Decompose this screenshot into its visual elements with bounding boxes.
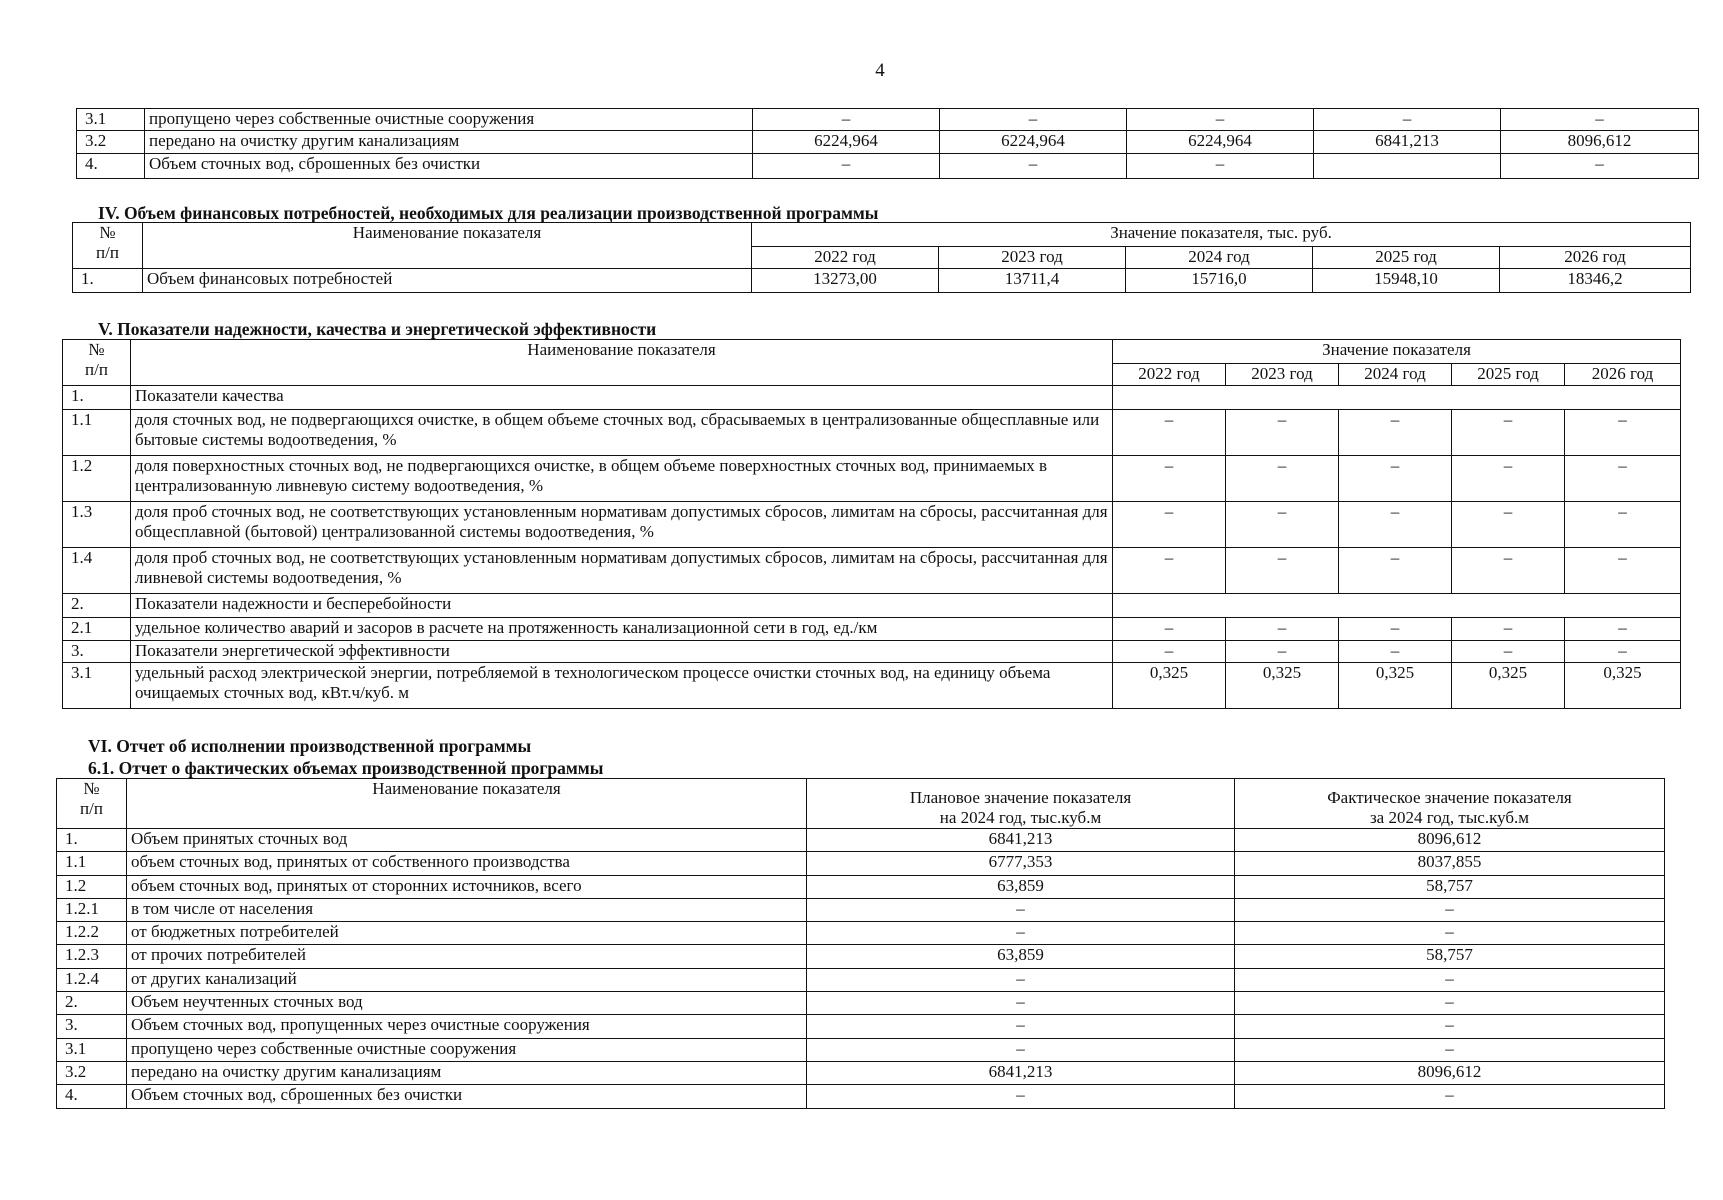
plan-value-cell: 6841,213 [807,1061,1235,1084]
indicator-name: удельное количество аварий и засоров в расчете на протяженность канализационной сети в год, ед./км [131,618,1113,641]
header-year: 2022 год [752,247,939,269]
table-row [57,829,1665,852]
row-number: 3.2 [57,1061,127,1084]
table-row [63,548,1681,594]
indicator-name: пропущено через собственные очистные сооружения [145,109,753,131]
table-section3-continuation [76,108,1699,179]
indicator-name: Объем сточных вод, пропущенных через очистные сооружения [127,1015,807,1038]
plan-value-cell: – [807,968,1235,991]
value-cell: 0,325 [1226,663,1339,709]
value-cell: – [940,109,1127,131]
indicator-name: объем сточных вод, принятых от сторонних источников, всего [127,875,807,898]
row-number: 1.2.1 [57,898,127,921]
value-cell: – [1339,641,1452,663]
indicator-name: в том числе от населения [127,898,807,921]
row-number: 3.1 [63,663,131,709]
row-number: 3. [63,641,131,663]
table-row [57,968,1665,991]
fact-value-cell: 8096,612 [1235,829,1665,852]
header-year: 2026 год [1565,364,1681,386]
value-cell: – [1226,502,1339,548]
value-cell: – [1113,410,1226,456]
plan-value-cell: – [807,1038,1235,1061]
value-cell: – [1113,548,1226,594]
fact-value-cell: – [1235,922,1665,945]
value-cell: – [1127,154,1314,179]
value-cell: – [940,154,1127,179]
header-fact: Фактическое значение показателя за 2024 год, тыс.куб.м [1235,779,1665,829]
value-cell: – [1127,109,1314,131]
fact-value-cell: 8037,855 [1235,852,1665,875]
header-number: № п/п [63,340,131,386]
value-cell: – [1452,502,1565,548]
row-number: 1. [73,269,143,293]
header-year: 2026 год [1500,247,1691,269]
page-number: 4 [875,60,885,81]
value-cell: – [1452,618,1565,641]
table-row [77,154,1699,179]
indicator-name: Объем сточных вод, сброшенных без очистки [127,1085,807,1108]
indicator-name: Объем принятых сточных вод [127,829,807,852]
value-cell: 0,325 [1452,663,1565,709]
plan-value-cell: 6777,353 [807,852,1235,875]
value-cell: – [1501,109,1699,131]
fact-value-cell: 58,757 [1235,945,1665,968]
indicator-name: от прочих потребителей [127,945,807,968]
fact-value-cell: 58,757 [1235,875,1665,898]
value-cell: – [1226,410,1339,456]
value-cell: – [1565,548,1681,594]
indicator-name: передано на очистку другим канализациям [127,1061,807,1084]
value-cell: – [1565,641,1681,663]
table-row [57,1061,1665,1084]
value-cell: – [1452,410,1565,456]
fact-value-cell: – [1235,992,1665,1015]
indicator-name: Показатели надежности и бесперебойности [131,594,1113,618]
row-number: 1.2 [57,875,127,898]
fact-value-cell: – [1235,1085,1665,1108]
header-name: Наименование показателя [143,223,752,269]
header-name: Наименование показателя [131,340,1113,386]
table-row [77,109,1699,131]
value-cell: 0,325 [1565,663,1681,709]
value-cell: 6841,213 [1314,131,1501,154]
row-number: 1. [57,829,127,852]
header-year: 2024 год [1339,364,1452,386]
value-cell: – [1226,641,1339,663]
fact-value-cell: 8096,612 [1235,1061,1665,1084]
table-section5-reliability [62,339,1681,709]
row-number: 1.1 [63,410,131,456]
header-year: 2025 год [1313,247,1500,269]
plan-value-cell: – [807,992,1235,1015]
plan-value-cell: – [807,922,1235,945]
table-header-row [63,340,1681,364]
header-year: 2023 год [1226,364,1339,386]
row-number: 3.1 [77,109,145,131]
table-header-row [57,779,1665,829]
value-cell: – [1113,618,1226,641]
table-row [57,1038,1665,1061]
value-cell: – [1339,548,1452,594]
indicator-name: от бюджетных потребителей [127,922,807,945]
header-year: 2024 год [1126,247,1313,269]
row-number: 4. [77,154,145,179]
row-number: 3.2 [77,131,145,154]
row-number: 2. [63,594,131,618]
value-cell: – [1113,456,1226,502]
value-cell: – [1501,154,1699,179]
table-section4-financial-needs [72,222,1691,293]
row-number: 4. [57,1085,127,1108]
value-cell: – [1339,618,1452,641]
table-row [77,131,1699,154]
table-row [63,618,1681,641]
value-cell: – [1339,502,1452,548]
header-name: Наименование показателя [127,779,807,829]
indicator-name: от других канализаций [127,968,807,991]
table-row [63,641,1681,663]
table-row [63,410,1681,456]
table-row [63,502,1681,548]
indicator-name: Объем неучтенных сточных вод [127,992,807,1015]
header-year: 2025 год [1452,364,1565,386]
plan-value-cell: 63,859 [807,875,1235,898]
value-cell: – [1339,456,1452,502]
header-year: 2023 год [939,247,1126,269]
indicator-name: Показатели энергетической эффективности [131,641,1113,663]
value-cell: – [1339,410,1452,456]
empty-value-cell [1113,594,1681,618]
row-number: 3. [57,1015,127,1038]
value-cell [1314,154,1501,179]
table-group-row [63,594,1681,618]
table-row [73,269,1691,293]
header-plan: Плановое значение показателя на 2024 год, тыс.куб.м [807,779,1235,829]
table-row [63,456,1681,502]
value-cell: 6224,964 [753,131,940,154]
value-cell: – [1565,456,1681,502]
header-year: 2022 год [1113,364,1226,386]
value-cell: 6224,964 [1127,131,1314,154]
plan-value-cell: – [807,1015,1235,1038]
value-cell: 15716,0 [1126,269,1313,293]
fact-value-cell: – [1235,898,1665,921]
indicator-name: удельный расход электрической энергии, потребляемой в технологическом процессе очистки сточных вод, на единицу объема очищаемых сточных вод, кВт.ч/куб. м [131,663,1113,709]
value-cell: – [1565,618,1681,641]
value-cell: 8096,612 [1501,131,1699,154]
table-section6-report [56,778,1665,1109]
table-row [57,1015,1665,1038]
row-number: 1.3 [63,502,131,548]
section6-subtitle: 6.1. Отчет о фактических объемах производственной программы [88,758,604,778]
row-number: 1.2 [63,456,131,502]
value-cell: – [1226,618,1339,641]
value-cell: – [1565,410,1681,456]
row-number: 1.2.2 [57,922,127,945]
value-cell: – [1113,641,1226,663]
indicator-name: передано на очистку другим канализациям [145,131,753,154]
plan-value-cell: 6841,213 [807,829,1235,852]
header-value: Значение показателя, тыс. руб. [752,223,1691,247]
indicator-name: доля проб сточных вод, не соответствующих установленным нормативам допустимых сбросов, лимитам на сбросы, рассчитанная для ливневой системы водоотведения, % [131,548,1113,594]
indicator-name: доля проб сточных вод, не соответствующих установленным нормативам допустимых сбросов, лимитам на сбросы, рассчитанная для общесплавной (бытовой) централизованной системы водоотведения, % [131,502,1113,548]
row-number: 2.1 [63,618,131,641]
section5-title: V. Показатели надежности, качества и энергетической эффективности [98,319,657,339]
header-number: № п/п [57,779,127,829]
row-number: 1.2.3 [57,945,127,968]
value-cell: 0,325 [1113,663,1226,709]
fact-value-cell: – [1235,968,1665,991]
table-group-row [63,386,1681,410]
value-cell: – [1452,456,1565,502]
table-row [57,945,1665,968]
value-cell: – [1226,456,1339,502]
table-row [57,898,1665,921]
value-cell: – [1452,548,1565,594]
section4-title: IV. Объем финансовых потребностей, необходимых для реализации производственной программы [98,203,879,223]
plan-value-cell: – [807,898,1235,921]
row-number: 1.2.4 [57,968,127,991]
empty-value-cell [1113,386,1681,410]
value-cell: – [753,109,940,131]
value-cell: 6224,964 [940,131,1127,154]
header-number: № п/п [73,223,143,269]
value-cell: – [1113,502,1226,548]
fact-value-cell: – [1235,1038,1665,1061]
value-cell: – [1314,109,1501,131]
value-cell: 0,325 [1339,663,1452,709]
value-cell: 18346,2 [1500,269,1691,293]
table-row [57,922,1665,945]
fact-value-cell: – [1235,1015,1665,1038]
table-row [57,1085,1665,1108]
indicator-name: доля поверхностных сточных вод, не подвергающихся очистке, в общем объеме поверхностных сточных вод, принимаемых в централизованную ливневую систему водоотведения, % [131,456,1113,502]
value-cell: – [1226,548,1339,594]
indicator-name: Объем сточных вод, сброшенных без очистки [145,154,753,179]
table-row [57,852,1665,875]
row-number: 3.1 [57,1038,127,1061]
value-cell: – [753,154,940,179]
row-number: 1. [63,386,131,410]
plan-value-cell: 63,859 [807,945,1235,968]
indicator-name: Показатели качества [131,386,1113,410]
indicator-name: доля сточных вод, не подвергающихся очистке, в общем объеме сточных вод, сбрасываемых в централизованные общесплавные или бытовые системы водоотведения, % [131,410,1113,456]
value-cell: – [1452,641,1565,663]
header-value: Значение показателя [1113,340,1681,364]
table-row [57,875,1665,898]
section6-title: VI. Отчет об исполнении производственной программы [88,736,532,756]
table-header-row [73,223,1691,247]
row-number: 1.4 [63,548,131,594]
value-cell: 13711,4 [939,269,1126,293]
indicator-name: пропущено через собственные очистные сооружения [127,1038,807,1061]
value-cell: 13273,00 [752,269,939,293]
indicator-name: Объем финансовых потребностей [143,269,752,293]
plan-value-cell: – [807,1085,1235,1108]
indicator-name: объем сточных вод, принятых от собственного производства [127,852,807,875]
row-number: 1.1 [57,852,127,875]
table-row [57,992,1665,1015]
table-row [63,663,1681,709]
value-cell: – [1565,502,1681,548]
value-cell: 15948,10 [1313,269,1500,293]
row-number: 2. [57,992,127,1015]
